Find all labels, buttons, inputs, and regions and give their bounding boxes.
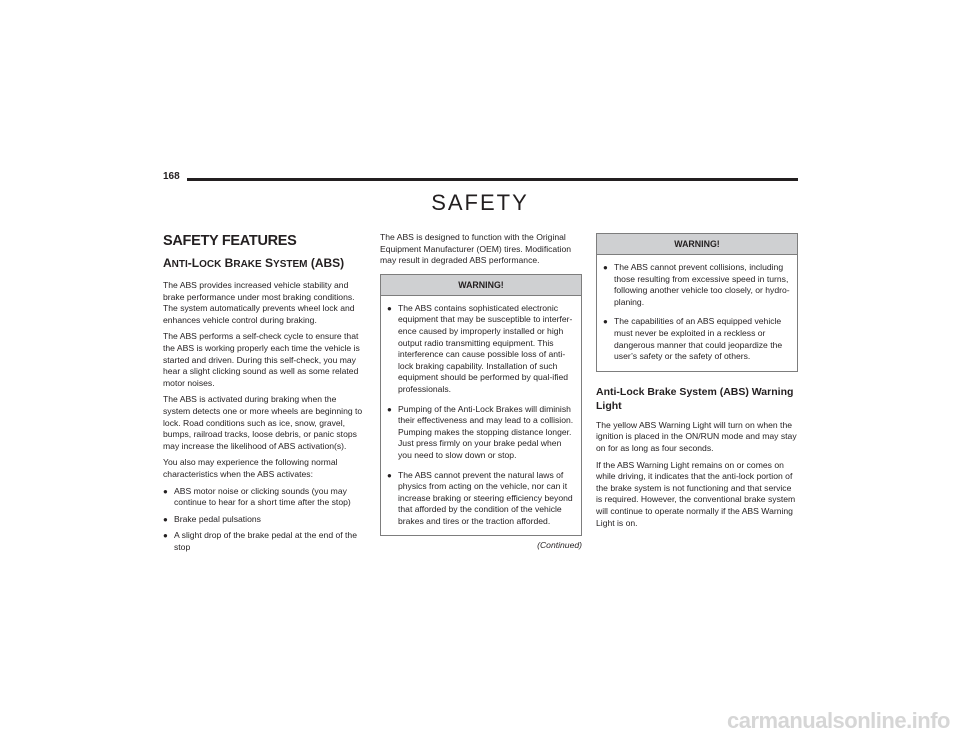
header-rule (187, 178, 798, 181)
title-part: YSTEM (273, 259, 308, 270)
bullet-icon: ● (163, 531, 168, 541)
list-item-text: Brake pedal pulsations (174, 513, 261, 524)
list-item (387, 470, 575, 528)
subsection-title-warning-light: Anti-Lock Brake System (ABS) Warning Light (596, 385, 794, 412)
warning-box (380, 274, 582, 537)
bullet-icon: ● (387, 303, 392, 313)
warning-body (381, 296, 581, 528)
title-part: RAKE (233, 259, 262, 270)
list-item-text: The ABS cannot prevent the natural laws of physics from acting on the vehicle, nor can it increase braking or steering efficiency beyond that afforded by the condition of the vehicle brakes and tires or the traction afforded. (398, 469, 573, 526)
bullet-icon: ● (387, 404, 392, 414)
title-part: B (221, 256, 234, 270)
bullet-icon: ● (603, 317, 608, 327)
title-part: S (261, 256, 274, 270)
warning-list (603, 262, 791, 363)
column-2 (380, 232, 582, 552)
paragraph: You also may experience the following normal characteristics when the ABS activates: (163, 457, 338, 479)
list-item-text: Pumping of the Anti-Lock Brakes will diminish their effectiveness and may lead to a collision. Pumping makes the stopping distance longer. Just press firmly on your brake pedal when you need to slow down or stop. (398, 403, 574, 460)
title-part: -L (187, 256, 200, 270)
page-number: 168 (163, 171, 180, 182)
section-title: SAFETY FEATURES (163, 233, 297, 249)
paragraph: The ABS is activated during braking when the system detects one or more wheels are beginning to lock. Road conditions such as ice, snow, gravel, bumps, railroad tracks, loose debris, or panic stops may increase the likelihood of ABS activation(s). (163, 394, 363, 451)
list-item (603, 316, 791, 362)
warning-body (597, 255, 797, 363)
bullet-icon: ● (603, 263, 608, 272)
list-item (163, 486, 363, 509)
list-item-text: ABS motor noise or clicking sounds (you may continue to hear for a short time after the stop) (174, 485, 351, 508)
bullet-icon: ● (163, 514, 168, 524)
title-part: NTI (171, 259, 188, 270)
title-part: A (163, 256, 172, 270)
list-item (163, 530, 363, 553)
list-item (163, 514, 363, 526)
list-item (387, 404, 575, 462)
watermark: carmanualsonline.info (727, 708, 950, 733)
list-item-text: The ABS cannot prevent collisions, including those resulting from excessive speed in turns, following another vehicle too closely, or hydro-planing. (614, 262, 790, 307)
bullet-icon: ● (387, 470, 392, 480)
paragraph: The ABS is designed to function with the Original Equipment Manufacturer (OEM) tires. Modification may result in degraded ABS performance. (380, 232, 572, 266)
column-3 (596, 233, 798, 534)
bullet-list (163, 486, 363, 554)
continued-label: (Continued) (537, 540, 582, 551)
list-item-text: The ABS contains sophisticated electronic equipment that may be susceptible to interfer-ence caused by improperly installed or high output radio transmitting equipment. This interference can cause possible loss of anti-lock braking capability. Installation of such equipment should be performed by qual-ified professionals. (398, 302, 573, 394)
paragraph: The ABS provides increased vehicle stability and brake performance under most braking conditions. The system automatically prevents wheel lock and enhances vehicle control during braking. (163, 280, 355, 325)
warning-list (387, 303, 575, 528)
list-item-text: A slight drop of the brake pedal at the end of the stop (174, 530, 357, 552)
warning-box (596, 233, 798, 372)
warning-header: WARNING! (597, 234, 797, 255)
title-part: OCK (199, 259, 222, 270)
list-item (387, 303, 575, 396)
bullet-icon: ● (163, 486, 168, 496)
chapter-title: SAFETY (431, 190, 529, 215)
title-part: (ABS) (307, 256, 345, 270)
warning-header: WARNING! (381, 275, 581, 296)
paragraph: The ABS performs a self-check cycle to ensure that the ABS is working properly each time the vehicle is started and driven. During this self-check, you may hear a slight clicking sound as well as some related motor noises. (163, 331, 360, 388)
list-item (603, 262, 791, 308)
column-1 (163, 232, 363, 558)
subsection-title-abs (163, 256, 363, 272)
paragraph: The yellow ABS Warning Light will turn on when the ignition is placed in the ON/RUN mode and may stay on for as long as four seconds. (596, 419, 797, 453)
paragraph: If the ABS Warning Light remains on or comes on while driving, it indicates that the anti-lock portion of the brake system is not functioning and that service is required. However, the conventional brake system will continue to operate normally if the ABS Warning Light is on. (596, 459, 796, 528)
list-item-text: The capabilities of an ABS equipped vehicle must never be exploited in a reckless or dangerous manner that could jeopardize the user’s safety or the safety of others. (614, 316, 783, 362)
